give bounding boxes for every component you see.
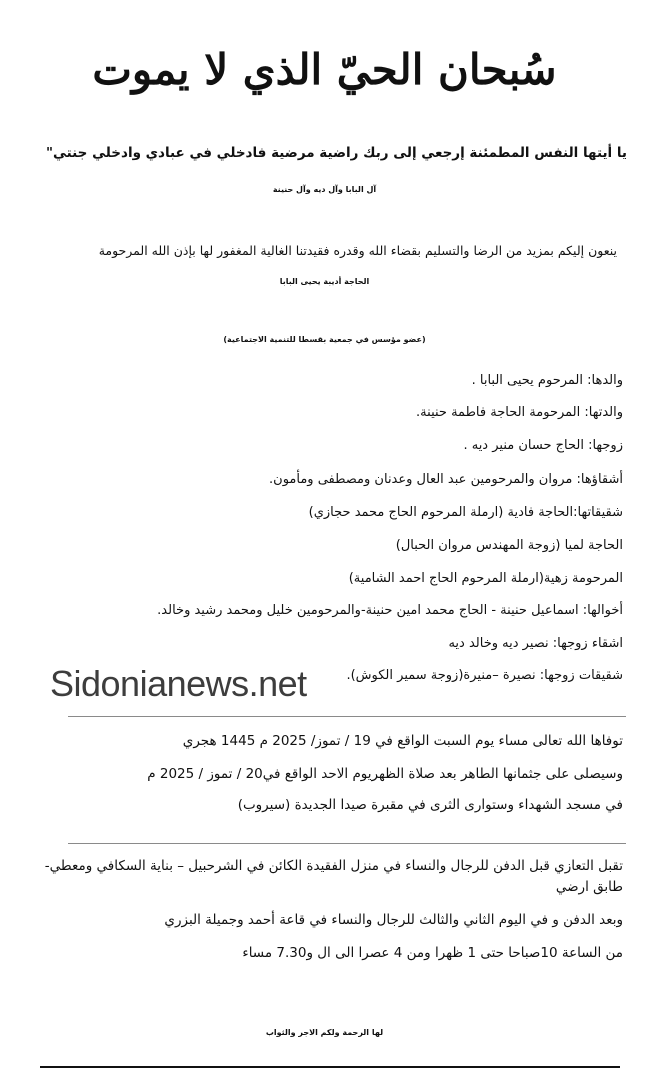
relative-line: أشقاؤها: مروان والمرحومين عبد العال وعدنان ومصطفى ومأمون. <box>269 472 623 487</box>
closing-prayer: لها الرحمة ولكم الاجر والثواب <box>265 1028 384 1037</box>
condolence-line: تقبل التعازي قبل الدفن للرجال والنساء في منزل الفقيدة الكائن في الشرحبيل – بناية السكافي ومعطي- <box>44 858 623 874</box>
closing-underline <box>40 1066 620 1068</box>
death-info-line: وسيصلى على جثمانها الطاهر بعد صلاة الظهريوم الاحد الواقع في20 / تموز / 2025 م <box>147 766 623 782</box>
relative-line: اشقاء زوجها: نصير ديه وخالد ديه <box>448 636 623 651</box>
condolence-line: طابق ارضي <box>555 879 623 895</box>
death-info-line: في مسجد الشهداء وستوارى الثرى في مقبرة صيدا الجديدة (سيروب) <box>237 797 623 813</box>
relative-line: زوجها: الحاج حسان منير ديه . <box>463 438 623 453</box>
relative-line: شقيقات زوجها: نصيرة –منيرة(زوجة سمير الكوش). <box>346 668 623 683</box>
families-title: آل البابا وآل ديه وآل حنينة <box>272 185 377 194</box>
quran-verse: يا أيتها النفس المطمئنة إرجعي إلى ربك راضية مرضية فادخلي في عبادي وادخلي جنتي" <box>45 145 627 161</box>
relative-line: والدها: المرحوم يحيى البابا . <box>471 373 623 388</box>
relative-line: الحاجة لميا (زوجة المهندس مروان الحبال) <box>395 538 623 553</box>
divider <box>68 716 626 717</box>
condolence-line: وبعد الدفن و في اليوم الثاني والثالث للرجال والنساء في قاعة أحمد وجميلة البزري <box>164 912 623 928</box>
calligraphy-header: سُبحان الحيّ الذي لا يموت <box>92 45 557 94</box>
mourning-statement: ينعون إليكم بمزيد من الرضا والتسليم بقضاء الله وقدره فقيدتنا الغالية المغفور لها بإذن الله المرحومة <box>98 243 617 258</box>
relative-line: أخوالها: اسماعيل حنينة - الحاج محمد امين حنينة-والمرحومين خليل ومحمد رشيد وخالد. <box>157 603 623 618</box>
divider <box>68 843 626 844</box>
deceased-name: الحاجة أديبة يحيى البابا <box>279 277 370 286</box>
watermark: Sidonianews.net <box>50 663 307 704</box>
relative-line: المرحومة زهية(ارملة المرحوم الحاج احمد الشامية) <box>348 571 623 586</box>
death-info-line: توفاها الله تعالى مساء يوم السبت الواقع في 19 / تموز/ 2025 م 1445 هجري <box>182 733 623 749</box>
membership-note: (عضو مؤسس في جمعية بقسطا للتنمية الاجتماعية) <box>223 335 426 344</box>
relative-line: والدتها: المرحومة الحاجة فاطمة حنينة. <box>416 405 623 420</box>
condolence-line: من الساعة 10صباحا حتى 1 ظهرا ومن 4 عصرا الى ال و7.30 مساء <box>242 945 623 961</box>
relative-line: شقيقاتها:الحاجة فادية (ارملة المرحوم الحاج محمد حجازي) <box>308 505 623 520</box>
